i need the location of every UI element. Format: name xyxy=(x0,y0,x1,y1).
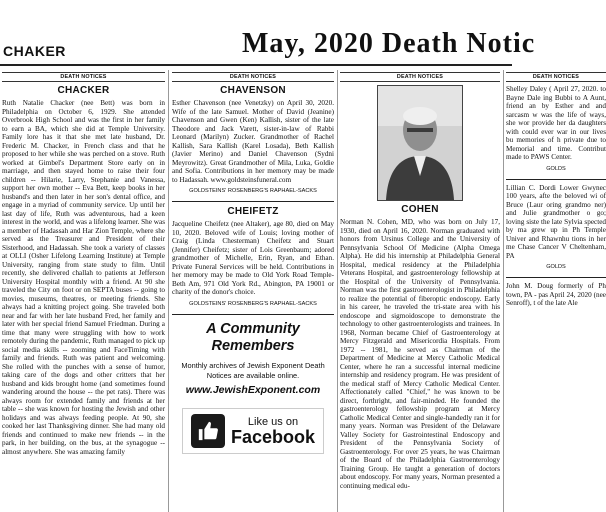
column-3 xyxy=(340,72,500,512)
entry-separator xyxy=(172,314,334,315)
facebook-promo[interactable] xyxy=(182,408,324,454)
entry-separator xyxy=(172,201,334,202)
facebook-like-text: Like us on xyxy=(247,415,299,428)
obituary-text: Esther Chavenson (nee Venetzky) on April 30, 2020. Wife of the late Samuel. Mother of David (Jeanine) Chavenson and Gwen (Ken) Kallish, sister of the late Theodore and Jack Varett, sister-in-law of Rabbi Leonard (Marilyn) Zucker. Grandmother of Rachel Kallish, Sara Kallish (Karel Losada), Beth Kallish (Javier Merino) and Daniel Chavenson (Sydni Meyrowitz). Great Grandmother of Mila, Luka, Goldie and Sofia. Contributions in her memory may be made to Hadassah. www.goldsteinsfuneral.com xyxy=(172,99,334,184)
portrait-photo xyxy=(377,85,463,201)
column-1 xyxy=(2,72,165,512)
funeral-home-signoff: GOLDSTEINS' ROSENBERG'S RAPHAEL-SACKS xyxy=(189,300,317,307)
entry-separator xyxy=(506,277,606,278)
column-4 xyxy=(506,72,606,512)
header-rule xyxy=(0,64,512,66)
running-head xyxy=(0,0,536,60)
section-header: DEATH NOTICES xyxy=(2,72,165,82)
promo-text: Monthly archives of Jewish Exponent Death Notices are available online. xyxy=(181,360,325,380)
section-header: DEATH NOTICES xyxy=(506,72,606,82)
funeral-home-signoff: GOLDS xyxy=(546,165,566,172)
obituary-name: CHEIFETZ xyxy=(227,206,279,217)
obituary-name: COHEN xyxy=(401,204,439,215)
column-2 xyxy=(172,72,334,512)
obituary-name: CHAVENSON xyxy=(220,85,286,96)
website-link[interactable]: www.JewishExponent.com xyxy=(185,383,321,396)
obituary-text: Shelley Daley ( April 27, 2020. to Bayne Dale ing Bubbi to A Aunt, friend an by Esther and and sarcasm w was the life of ways, she wor provide her da daughters with could ever war in our lives bu memories of h private due to Memorial and time. Contribut made to PAWS Center. xyxy=(506,85,606,161)
obituary-text: Norman N. Cohen, MD, who was born on July 17, 1930, died on April 16, 2020. Norman graduated with honors from Ursinus College and the University of Pennsylvania School Of Medicine (Alpha Omega Alpha). He did his internship at Philadelphia General Hospital, medical residency at the Philadelphia Veterans Hospital, and gastroenterology fellowship at the Hospital of the University of Pennsylvania. Norman was the first gastroenterologist in Philadelphia to realize the potential of fiberoptic endoscopy. Early in his career, he traveled the tri-state area with his endoscope and sigmoidoscope to demonstrate the technology to other gastroenterologists and trainees. In 1968, Norman became Chief of Gastroenterology at Mercy Fitzgerald and Misericordia Hospitals. From 1972 -- 1981, he served as Chairman of the Department of Medicine at Mercy Catholic Medical Center, where he ran a successful internal medicine internship and residency program. He was president of the medical staff of Mercy Catholic Medical Center. Affectionately called "Chief," he was known to be direct, forthright, and fair-minded. He founded the gastroenterology fellowship program at Mercy Catholic Medical Center and single-handedly ran it for many years. Norman was President of the Delaware Valley Society for Gastrointestinal Endoscopy and President of the Pennsylvania Society of Gastroenterology. For over 25 years, he was Chairman of the Board of the Philadelphia Gastroenterology Training Group. He taught a generation of doctors about endoscopy. For many years, Norman presented a continuing medical edu- xyxy=(340,218,500,490)
promo-title: A Community Remembers xyxy=(206,320,300,354)
obituary-name: CHACKER xyxy=(57,85,110,96)
section-header: DEATH NOTICES xyxy=(340,72,500,82)
column-divider xyxy=(503,70,504,512)
section-label: CHAKER xyxy=(3,43,66,59)
section-header: DEATH NOTICES xyxy=(172,72,334,82)
funeral-home-signoff: GOLDSTEINS' ROSENBERG'S RAPHAEL-SACKS xyxy=(189,188,317,194)
obituary-text: Jacqueline Cheifetz (nee Altaker), age 80, died on May 10, 2020. Beloved wife of Louis; loving mother of Craig (Linda Chesterman) Cheifetz and Stuart (Jennifer) Cheifetz; sister of Lois Greenbaum; adored grandmother of Michelle, Erin, Ryan, and Ethan. Private Funeral Services will be held. Contributions in her memory may be made to Old York Road Temple-Beth Am, 971 Old York Rd., Abington, PA 19001 or charity of the donor's choice. xyxy=(172,220,334,296)
funeral-home-signoff: GOLDS xyxy=(546,264,566,270)
obituary-text: Ruth Natalie Chacker (nee Bett) was born in Philadelphia on October 6, 1929. She attended Overbrook High School and was the first in her family to earn a BA, which she did at Temple University. Family lore has it that she met late husband, Dr. Frederic M. Chacker, in French class and that he proposed to her while she was perched on a stove. Ruth worked at Gimbel's Department Store early on in marriage, and then stayed home to raise their four children -- Hilarie, Larry, Stephanie and Vanessa, support her own mother -- Eva Bett, keep books in her husband's and then later in her son's dental office, and engage in a myriad of community service. Up until her last day of life, Ruth was adventurous, had a keen interest in the world, and was a lifelong learner. She was a member of Hadassah and Har Zion Temple, where she served as the Treasurer and President of their Sisterhood, and Hadassah. She took a variety of classes at OLLI (Osher Lifelong Learning Institute) at Temple University, ranging from state study to film. Until recently, she delivered challah to patients at Jefferson University Hospital monthly with a friend. At 90 she traveled the City on foot or on SEPTA buses -- going to movies, museums, theatres, or meeting friends. She always had a knitting project going. She traveled both near and far with her late husband Fred, her family and later with her special friend Samuel Friedman. During a time that many were struggling with how to work remotely during the pandemic, Ruth managed to pick up social media skills -- zooming and FaceTiming with family and friends. Ruth was patient and welcoming. She rolled with the punches with a sense of humor, taking care of the dogs and other critters that her husband and kids brought home (and sometimes found wandering around the house -- the pet rats). There was always room for extended family and friends at her table -- she was known for hosting the Jewish and other holidays and was always feeding people. At 90, she cooked her last Thanksgiving dinner. She had many old friends and continued to make new friends -- in the park, in her building, on the bus, at the synagogue -- almost anywhere. She was amazing family xyxy=(2,99,165,456)
page-title: May, 2020 Death Notic xyxy=(242,28,536,59)
column-divider xyxy=(337,70,338,512)
entry-separator xyxy=(506,179,606,180)
obituary-text: Lillian C. Dordi Lower Gwynec 100 years, afte the beloved wi of Bruce (Laur oring grandmo ner) and Julie grandmother o go; loving siste the late Sylvia spected by ma grew up in Ph Temple Univer and Rhawnhu tions in her me Chase Cancer V Cheltenham, PA xyxy=(506,183,606,260)
facebook-brand: Facebook xyxy=(230,426,316,447)
archive-promo xyxy=(172,321,334,454)
thumbs-up-icon xyxy=(191,414,225,448)
column-divider xyxy=(168,70,169,512)
obituary-text: John M. Doug formerly of Ph town, PA - pas April 24, 2020 (nee Senroff), t of the late Ale xyxy=(506,282,606,307)
